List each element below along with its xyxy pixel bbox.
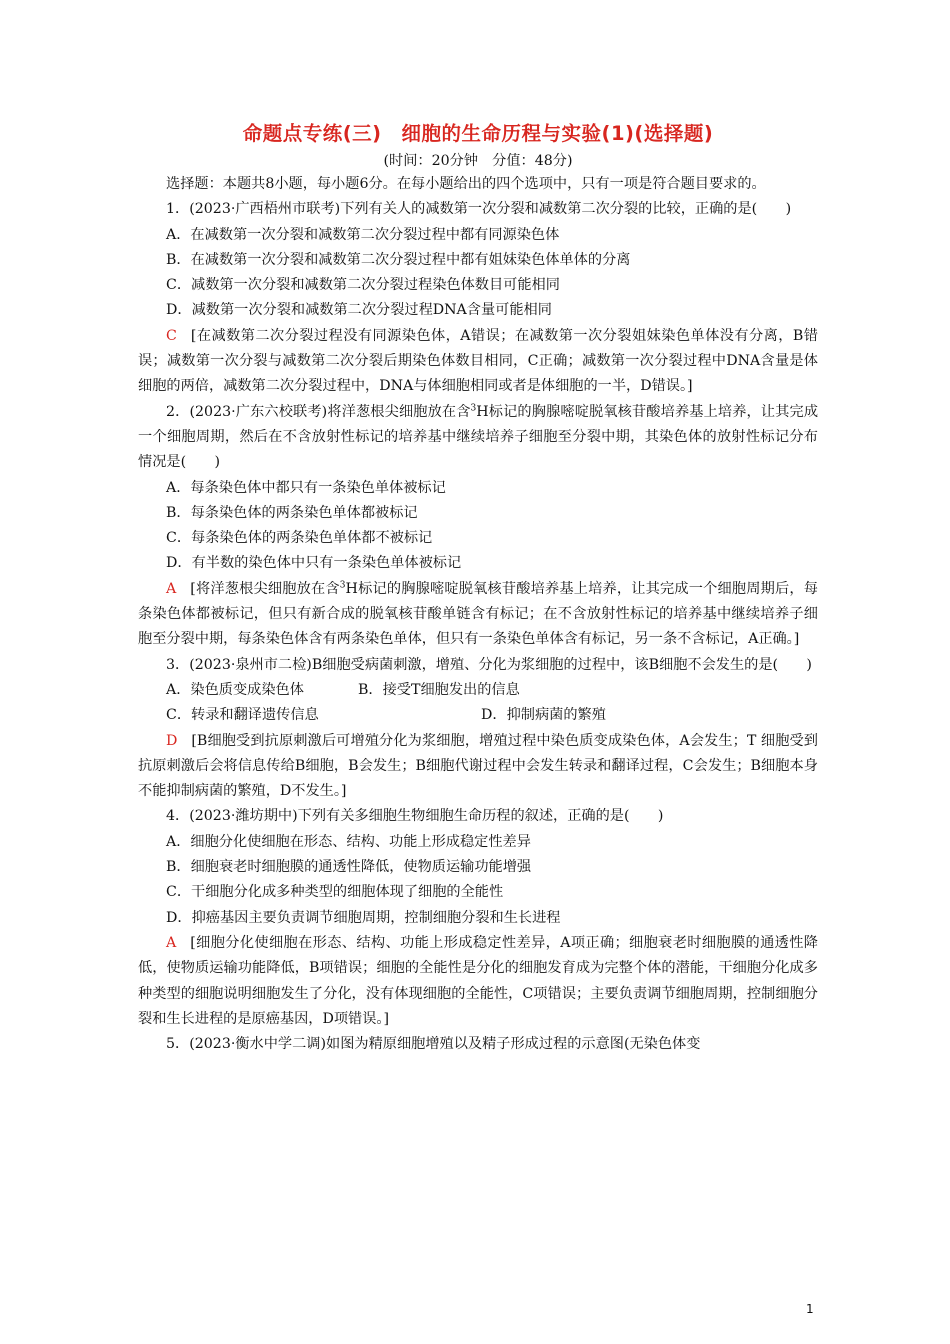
- stem-part: H标记的胸腺嘧啶脱氧核苷酸培养基上培养，让其完成一个细胞周期，然后在不含放射性标记的培养基中继续培养子细胞至分裂中期，其染色体的放射性标记分布情况是( ): [138, 403, 819, 471]
- option-c: C．减数第一次分裂和减数第二次分裂过程染色体数目可能相同: [166, 277, 560, 294]
- options-row-2: [138, 703, 818, 728]
- explanation-text: H标记的胸腺嘧啶脱氧核苷酸培养基上培养，让其完成一个细胞周期后，每条染色体都被标记，但只有新合成的脱氧核苷酸单链含有标记；在不含放射性标记的培养基中继续培养子细胞至分裂中期，每条染色体含有两条染色单体，但只有一条染色单体含有标记，另一条不含标记，A正确。]: [138, 580, 818, 648]
- explanation-text: [将洋葱根尖细胞放在含: [190, 580, 340, 597]
- option-d: D．有半数的染色体中只有一条染色单体被标记: [166, 555, 462, 572]
- question-stem: 5．(2023·衡水中学二调)如图为精原细胞增殖以及精子形成过程的示意图(无染色体变: [166, 1036, 701, 1053]
- option-a: A．细胞分化使细胞在形态、结构、功能上形成稳定性差异: [166, 833, 531, 850]
- answer-letter: D: [166, 732, 178, 749]
- answer-explanation: [138, 729, 818, 805]
- question-5: [138, 1032, 818, 1057]
- question-3: [138, 653, 818, 805]
- section-intro: 选择题：本题共8小题，每小题6分。在每小题给出的四个选项中，只有一项是符合题目要求的。: [166, 176, 766, 192]
- question-1: [138, 197, 818, 399]
- answer-letter: C: [166, 327, 177, 344]
- option-a: A．在减数第一次分裂和减数第二次分裂过程中都有同源染色体: [166, 226, 560, 243]
- question-stem: 3．(2023·泉州市二检)B细胞受病菌刺激，增殖、分化为浆细胞的过程中，该B细胞不会发生的是( ): [166, 656, 812, 673]
- page-number: 1: [806, 1302, 814, 1316]
- stem-part: 2．(2023·广东六校联考)将洋葱根尖细胞放在含: [166, 403, 471, 420]
- time-score-info: (时间：20分钟 分值：48分): [383, 153, 573, 169]
- option-b: B．每条染色体的两条染色单体都被标记: [166, 504, 418, 521]
- document-page: [138, 118, 818, 1057]
- option-d: D．减数第一次分裂和减数第二次分裂过程DNA含量可能相同: [166, 302, 552, 319]
- question-4: [138, 804, 818, 1032]
- option-c: C．每条染色体的两条染色单体都不被标记: [166, 530, 433, 547]
- isotope-superscript: 3: [470, 402, 477, 413]
- explanation-text: [在减数第二次分裂过程没有同源染色体，A错误；在减数第一次分裂姐妹染色单体没有分离，B错误；减数第一次分裂与减数第二次分裂后期染色体数目相同，C正确；减数第一次分裂过程中DNA含量是体细胞的两倍，减数第二次分裂过程中，DNA与体细胞相同或者是体细胞的一半，D错误。]: [138, 327, 818, 395]
- answer-explanation: [138, 324, 818, 400]
- option-b: B．细胞衰老时细胞膜的通透性降低，使物质运输功能增强: [166, 859, 532, 876]
- question-stem: 1．(2023·广西梧州市联考)下列有关人的减数第一次分裂和减数第二次分裂的比较，正确的是( ): [166, 201, 792, 218]
- answer-explanation: [138, 577, 818, 653]
- options-row-1: [138, 678, 818, 703]
- answer-letter: A: [166, 934, 177, 951]
- explanation-text: [B细胞受到抗原刺激后可增殖分化为浆细胞，增殖过程中染色质变成染色体，A会发生；T 细胞受到抗原刺激后会将信息传给B细胞，B会发生；B细胞代谢过程中会发生转录和翻译过程，C会发生；B细胞本身不能抑制病菌的繁殖，D不发生。]: [138, 732, 818, 800]
- question-stem: [138, 400, 818, 476]
- option-b: B．接受T细胞发出的信息: [358, 681, 520, 698]
- option-b: B．在减数第一次分裂和减数第二次分裂过程中都有姐妹染色体单体的分离: [166, 251, 631, 268]
- option-a: A．染色质变成染色体: [166, 681, 304, 698]
- question-2: [138, 400, 818, 653]
- isotope-superscript: 3: [339, 580, 346, 591]
- explanation-text: [细胞分化使细胞在形态、结构、功能上形成稳定性差异，A项正确；细胞衰老时细胞膜的通透性降低，使物质运输功能降低，B项错误；细胞的全能性是分化的细胞发育成为完整个体的潜能，干细胞分化成多种类型的细胞说明细胞发生了分化，没有体现细胞的全能性，C项错误；主要负责调节细胞周期，控制细胞分裂和生长进程的是原癌基因，D项错误。]: [138, 934, 818, 1027]
- page-title: 命题点专练(三) 细胞的生命历程与实验(1)(选择题): [242, 122, 714, 145]
- option-c: C．干细胞分化成多种类型的细胞体现了细胞的全能性: [166, 884, 504, 901]
- answer-letter: A: [166, 580, 177, 597]
- option-c: C．转录和翻译遗传信息: [166, 707, 319, 724]
- answer-explanation: [138, 931, 818, 1032]
- option-d: D．抑癌基因主要负责调节细胞周期，控制细胞分裂和生长进程: [166, 909, 561, 926]
- option-a: A．每条染色体中都只有一条染色单体被标记: [166, 479, 446, 496]
- option-d: D．抑制病菌的繁殖: [481, 707, 606, 724]
- question-stem: 4．(2023·潍坊期中)下列有关多细胞生物细胞生命历程的叙述，正确的是( ): [166, 808, 664, 825]
